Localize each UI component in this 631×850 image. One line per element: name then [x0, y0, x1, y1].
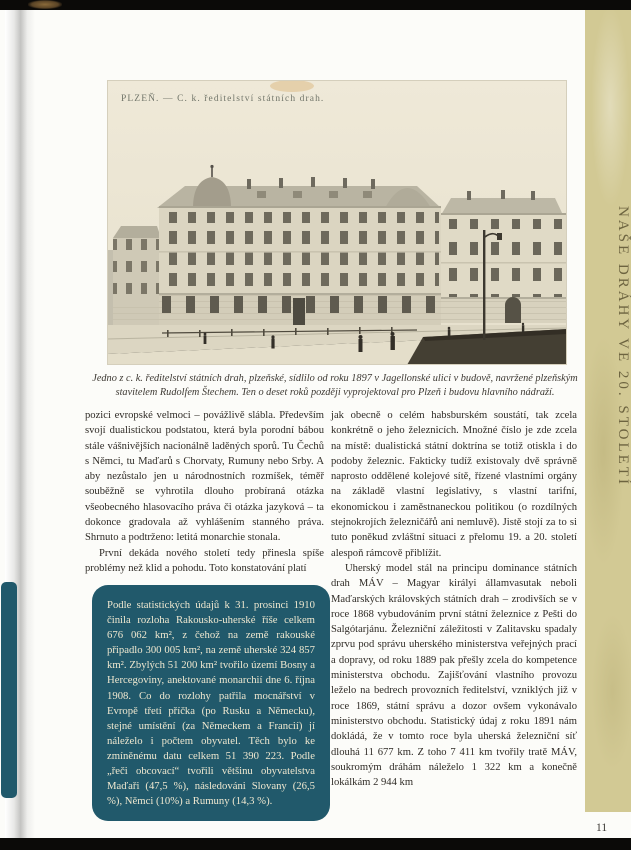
text-column-left [85, 408, 324, 576]
statistics-infobox: Podle statistických údajů k 31. prosinci 1910 činila rozloha Rakousko-uherské říše celkem 676 062 km², z čehož na země rakouské připadlo 300 005 km², na země uherské 324 857 km². Zbylých 51 200 km² tvořilo území Bosny a Hercegoviny, anektované monarchií dne 6. října 1908. Co do rozlohy patřila mocnářství v Evropě třetí příčka (po Rusku a Německu), stejné umístění (za Německem a Francií) jí náleželo i počtem obyvatel. Těch bylo ke zmíněnému datu celkem 51 390 223. Podle „řeči obcovací“ tvořili většinu obyvatelstva Maďaři (47,5 %), následováni Slovany (26,5 %), Němci (10%) a Rumuny (14,3 %). [92, 585, 330, 821]
photo-caption: Jedno z c. k. ředitelství státních drah, plzeňské, sídlilo od roku 1897 v Jagellonské ulici v budově, navržené plzeňským stavitelem Rudolfem Štechem. Ten o deset roků později vyprojektoval pro Plzeň i budovu hlavního nádraží. [92, 373, 578, 398]
page-number: 11 [596, 822, 608, 834]
postcard-illustration [107, 80, 567, 365]
photo-right-building [441, 190, 567, 323]
photo-left-wing [107, 226, 161, 326]
chapter-title-vertical: NAŠE DRÁHY VE 20. STOLETÍ [615, 205, 631, 487]
photo-overlay-title: PLZEŇ. — C. k. ředitelství státních drah. [121, 94, 325, 104]
paragraph: pozici evropské velmoci – povážlivě slábla. Především svojí dualistickou podstatou, která byla porodní bábou stále vášnivějších nacionálně laděných sporů. Tu Čechů s Němci, tu Maďarů s Chorvaty, Rumuny nebo Srby. A aby nezůstalo jen u národnostních rozmíšek, téměř souběžně se vyhrotila dlouho probíraná otázka všeobecného hlasovacího práva či otázka jazyková – ta dokonce gradovala až vyhlášením stanného práva. Shrnuto a podtrženo: letitá monarchie stonala. [85, 410, 324, 544]
book-page [0, 10, 631, 838]
photo-main-building [157, 165, 441, 326]
facing-page-infobox-edge [1, 582, 17, 798]
paragraph: jak obecně o celém habsburském soustátí, tak zcela konkrétně o jeho železnicích. Množné číslo je zde zcela na místě: dualistická státní doktrína se totiž otiskla i do podoby železnic. Fakticky tudíž existovaly dvě správně naprosto oddělené kolejové sítě, řízené vlastními orgány na základě vlastní legislativy, s vlastní tarifní, ekonomickou i zaměstnaneckou politikou (o rozdílných stejnokrojích železničářů ani nemluvě). Jistě stojí za to si tuto poněkud zvláštní situaci z přelomu 19. a 20. století alespoň rámcově přiblížit. [331, 410, 577, 559]
historic-postcard-photo [107, 80, 567, 365]
paragraph: První dekáda nového století tedy přinesla spíše problémy než klid a pohodu. Toto konstatování platí [85, 547, 324, 574]
text-column-right [331, 408, 577, 790]
paragraph: Uherský model stál na principu dominance státních drah MÁV – Magyar királyi államvasutak neboli Maďarských královských státních drah – zrodivších se v roce 1868 vybudováním první státní železnice z Pešti do Salgótarjánu. Železniční záležitosti v Zalitavsku spadaly zprvu pod správu uherského ministerstva veřejných prací a dopravy, od roku 1889 pak přešly zcela do kompetence ministerstva obchodu. Zajišťování vlastního provozu leželo na bedrech provozních ředitelství, vzniklých již v roce 1869, státní správu a dozor ovšem vykonávalo ministerstvo obchodu. Statistický údaj z roku 1891 nám dokládá, že v tomto roce byla uherská železniční síť dlouhá 11 677 km. Z toho 7 411 km tvořily tratě MÁV, soukromým dráhám náleželo 1 322 km a konečně lokálkám 2 944 km [331, 562, 577, 789]
scan-dust-speck [28, 0, 62, 9]
